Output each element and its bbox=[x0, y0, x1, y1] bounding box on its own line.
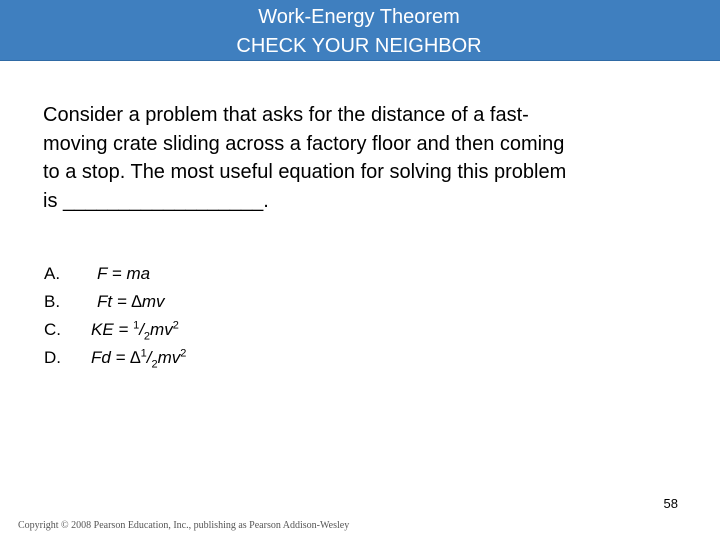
slide-title: Work-Energy Theorem bbox=[258, 6, 460, 28]
copyright-notice: Copyright © 2008 Pearson Education, Inc., publishing as Pearson Addison-Wesley bbox=[18, 520, 350, 531]
question-line: is __________________. bbox=[43, 189, 269, 212]
option-a-letter: A. bbox=[44, 264, 61, 283]
option-a-equation: F = ma bbox=[97, 264, 151, 283]
question-text bbox=[43, 101, 683, 215]
question-line: to a stop. The most useful equation for solving this problem bbox=[43, 161, 567, 183]
option-b-equation: Ft = ∆mv bbox=[97, 292, 165, 311]
option-d-equation: $Fd = \Delta^1/_2mv^2$ bbox=[91, 347, 187, 371]
option-c-equation: KE = $^1/_2mv^2$ bbox=[91, 319, 179, 343]
option-d-letter: D. bbox=[44, 348, 61, 367]
option-c-letter: C. bbox=[44, 320, 61, 339]
slide-header bbox=[0, 0, 720, 61]
page-number: 58 bbox=[663, 496, 678, 511]
slide-subtitle: CHECK YOUR NEIGHBOR bbox=[236, 35, 482, 57]
question-line: moving crate sliding across a factory floor and then coming bbox=[43, 132, 565, 155]
option-b-letter: B. bbox=[44, 292, 61, 311]
question-line: Consider a problem that asks for the distance of a fast- bbox=[43, 104, 529, 126]
